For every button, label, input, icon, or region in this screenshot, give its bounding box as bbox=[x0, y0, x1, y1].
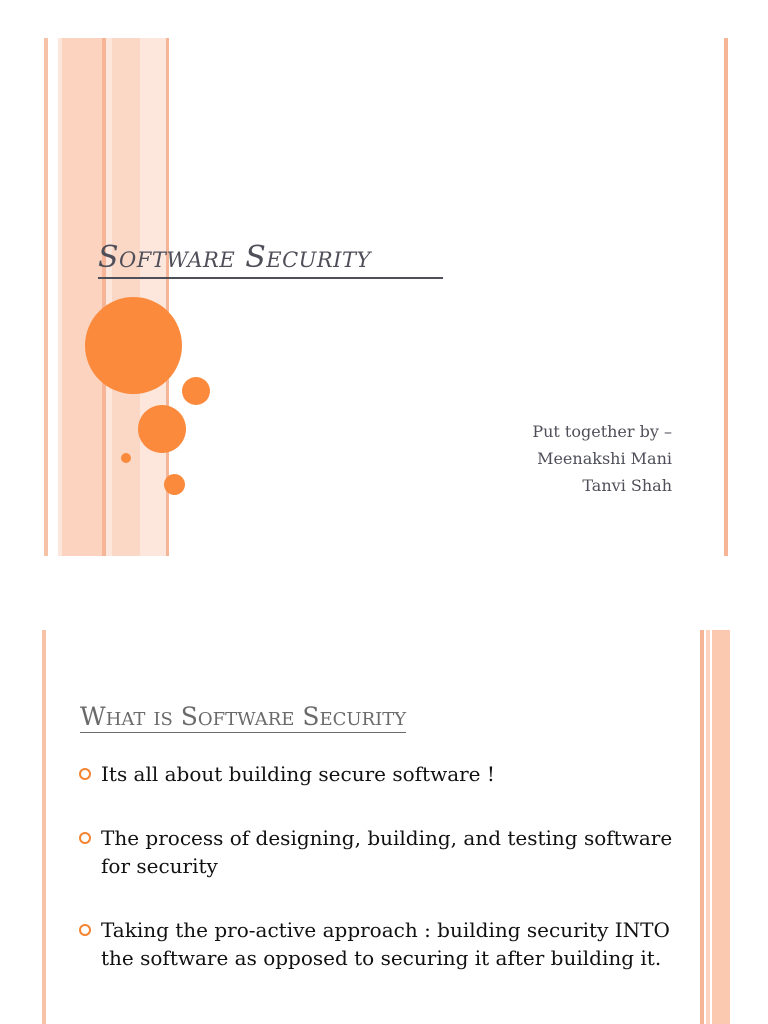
decorative-stripe bbox=[44, 38, 48, 556]
decorative-circle-small bbox=[182, 377, 210, 405]
bullet-text: The process of designing, building, and testing software for security bbox=[101, 826, 673, 878]
author-name: Meenakshi Mani bbox=[537, 449, 672, 468]
decorative-circle-medium bbox=[138, 405, 186, 453]
decorative-circle-large bbox=[85, 297, 182, 394]
list-item bbox=[78, 760, 678, 788]
bullet-text: Its all about building secure software ! bbox=[101, 762, 495, 786]
bullet-list bbox=[78, 760, 678, 972]
credits-lead: Put together by – bbox=[532, 422, 672, 441]
decorative-circle-small bbox=[164, 474, 185, 495]
bullet-icon bbox=[79, 768, 91, 780]
content-slide bbox=[0, 620, 768, 1024]
slide-title: What is Software Security bbox=[80, 702, 407, 731]
decorative-stripe bbox=[724, 38, 728, 556]
bullet-icon bbox=[79, 832, 91, 844]
decorative-stripe bbox=[42, 630, 46, 1024]
decorative-stripe bbox=[62, 38, 102, 556]
decorative-stripe bbox=[712, 630, 730, 1024]
decorative-stripe bbox=[706, 630, 710, 1024]
slide-title: Software Security bbox=[98, 240, 443, 279]
decorative-stripe bbox=[102, 38, 106, 556]
decorative-stripe bbox=[700, 630, 704, 1024]
author-name: Tanvi Shah bbox=[582, 476, 672, 495]
credits-block bbox=[532, 418, 672, 499]
bullet-text: Taking the pro-active approach : building security INTO the software as opposed to securing it after building it. bbox=[101, 918, 670, 970]
list-item bbox=[78, 916, 678, 972]
bullet-icon bbox=[79, 924, 91, 936]
list-item bbox=[78, 824, 678, 880]
decorative-circle-tiny bbox=[121, 453, 131, 463]
